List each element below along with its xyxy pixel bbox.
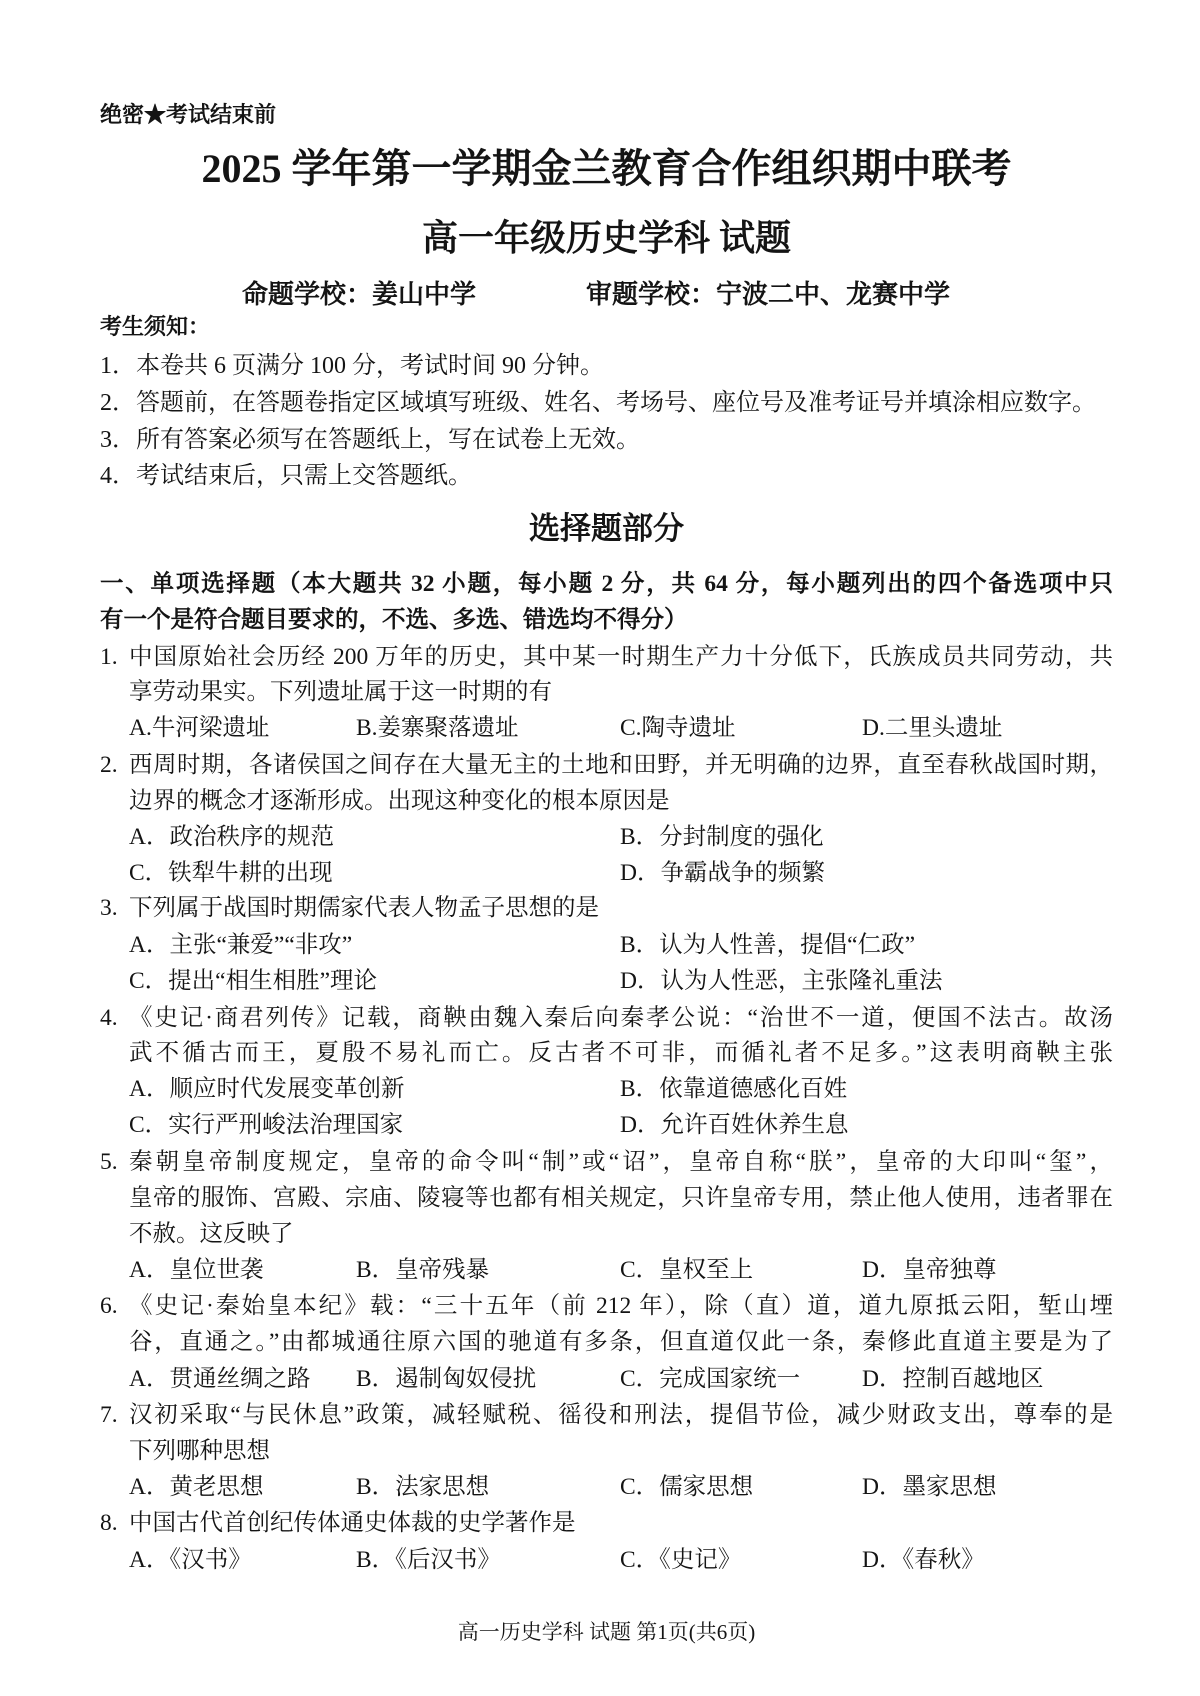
part-instructions-line: 一、单项选择题（本大题共 32 小题，每小题 2 分，共 64 分，每小题列出的四个备选项中只 xyxy=(100,571,1113,597)
question-stem-line: 《史记·秦始皇本纪》载：“三十五年（前 212 年），除（直）道，道九原抵云阳，堑山堙 xyxy=(129,1293,1113,1319)
answer-option: C．铁犁牛耕的出现 xyxy=(129,860,333,886)
answer-option: D．墨家思想 xyxy=(862,1474,997,1500)
answer-option: D．认为人性恶，主张隆礼重法 xyxy=(620,968,943,994)
question-number: 2. xyxy=(100,752,118,778)
confidentiality-label: 绝密★考试结束前 xyxy=(100,102,277,127)
question-number: 1. xyxy=(100,644,118,670)
answer-option: B．《后汉书》 xyxy=(356,1547,501,1573)
part-instructions-line: 有一个是符合题目要求的，不选、多选、错选均不得分） xyxy=(100,607,688,633)
answer-option: B．分封制度的强化 xyxy=(620,824,824,850)
page-footer: 高一历史学科 试题 第1页(共6页) xyxy=(457,1620,756,1644)
question-number: 7. xyxy=(100,1402,118,1428)
answer-option: A．《汉书》 xyxy=(129,1547,252,1573)
reviewing-school: 审题学校：宁波二中、龙赛中学 xyxy=(586,280,951,309)
answer-option: A．政治秩序的规范 xyxy=(129,824,334,850)
question-stem-line: 武不循古而王，夏殷不易礼而亡。反古者不可非，而循礼者不足多。”这表明商鞅主张 xyxy=(129,1040,1113,1066)
answer-option: A．顺应时代发展变革创新 xyxy=(129,1076,405,1102)
notice-item: 1．本卷共 6 页满分 100 分，考试时间 90 分钟。 xyxy=(100,353,604,379)
question-number: 6. xyxy=(100,1293,118,1319)
question-stem-line: 不赦。这反映了 xyxy=(129,1221,294,1247)
question-stem-line: 秦朝皇帝制度规定，皇帝的命令叫“制”或“诏”，皇帝自称“朕”，皇帝的大印叫“玺”， xyxy=(129,1149,1113,1175)
question-stem-line: 皇帝的服饰、宫殿、宗庙、陵寝等也都有相关规定，只许皇帝专用，禁止他人使用，违者罪在 xyxy=(129,1185,1113,1211)
notice-item: 4．考试结束后，只需上交答题纸。 xyxy=(100,463,472,489)
question-number: 3. xyxy=(100,895,118,921)
section-title: 选择题部分 xyxy=(529,511,684,546)
question-stem-line: 中国古代首创纪传体通史体裁的史学著作是 xyxy=(129,1510,576,1536)
question-stem-line: 下列属于战国时期儒家代表人物孟子思想的是 xyxy=(129,895,599,921)
question-stem-line: 下列哪种思想 xyxy=(129,1438,270,1464)
exam-title: 2025 学年第一学期金兰教育合作组织期中联考 xyxy=(201,146,1012,191)
answer-option: C．儒家思想 xyxy=(620,1474,754,1500)
question-number: 5. xyxy=(100,1149,118,1175)
answer-option: A．贯通丝绸之路 xyxy=(129,1366,311,1392)
question-number: 4. xyxy=(100,1005,118,1031)
answer-option: B．依靠道德感化百姓 xyxy=(620,1076,848,1102)
answer-option: B．皇帝残暴 xyxy=(356,1257,490,1283)
question-stem-line: 享劳动果实。下列遗址属于这一时期的有 xyxy=(129,679,552,705)
answer-option: D.二里头遗址 xyxy=(862,715,1003,741)
answer-option: C．实行严刑峻法治理国家 xyxy=(129,1112,404,1138)
answer-option: C．《史记》 xyxy=(620,1547,742,1573)
exam-subtitle: 高一年级历史学科 试题 xyxy=(421,218,791,258)
answer-option: B．认为人性善，提倡“仁政” xyxy=(620,932,916,958)
notice-heading: 考生须知： xyxy=(100,314,211,339)
answer-option: D．《春秋》 xyxy=(862,1547,985,1573)
question-stem-line: 《史记·商君列传》记载，商鞅由魏入秦后向秦孝公说：“治世不一道，便国不法古。故汤 xyxy=(129,1005,1113,1031)
answer-option: D．允许百姓休养生息 xyxy=(620,1112,849,1138)
answer-option: B.姜寨聚落遗址 xyxy=(356,715,519,741)
question-stem-line: 边界的概念才逐渐形成。出现这种变化的根本原因是 xyxy=(129,788,670,814)
answer-option: A．黄老思想 xyxy=(129,1474,264,1500)
answer-option: D．皇帝独尊 xyxy=(862,1257,997,1283)
answer-option: A．主张“兼爱”“非攻” xyxy=(129,932,353,958)
question-number: 8. xyxy=(100,1510,118,1536)
answer-option: C．提出“相生相胜”理论 xyxy=(129,968,378,994)
answer-option: B．法家思想 xyxy=(356,1474,490,1500)
notice-item: 3．所有答案必须写在答题纸上，写在试卷上无效。 xyxy=(100,427,640,453)
question-stem-line: 西周时期，各诸侯国之间存在大量无主的土地和田野，并无明确的边界，直至春秋战国时期， xyxy=(129,752,1113,778)
answer-option: A.牛河梁遗址 xyxy=(129,715,270,741)
proposing-school: 命题学校：姜山中学 xyxy=(242,280,477,309)
answer-option: C．完成国家统一 xyxy=(620,1366,801,1392)
answer-option: B．遏制匈奴侵扰 xyxy=(356,1366,537,1392)
answer-option: A．皇位世袭 xyxy=(129,1257,264,1283)
question-stem-line: 中国原始社会历经 200 万年的历史，其中某一时期生产力十分低下，氏族成员共同劳动，共 xyxy=(129,644,1113,670)
question-stem-line: 汉初采取“与民休息”政策，减轻赋税、徭役和刑法，提倡节俭，减少财政支出，尊奉的是 xyxy=(129,1402,1113,1428)
answer-option: D．争霸战争的频繁 xyxy=(620,860,825,886)
answer-option: D．控制百越地区 xyxy=(862,1366,1044,1392)
question-stem-line: 谷，直通之。”由都城通往原六国的驰道有多条，但直道仅此一条，秦修此直道主要是为了 xyxy=(129,1329,1113,1355)
answer-option: C．皇权至上 xyxy=(620,1257,754,1283)
answer-option: C.陶寺遗址 xyxy=(620,715,736,741)
notice-item: 2．答题前，在答题卷指定区域填写班级、姓名、考场号、座位号及准考证号并填涂相应数字。 xyxy=(100,390,1096,416)
